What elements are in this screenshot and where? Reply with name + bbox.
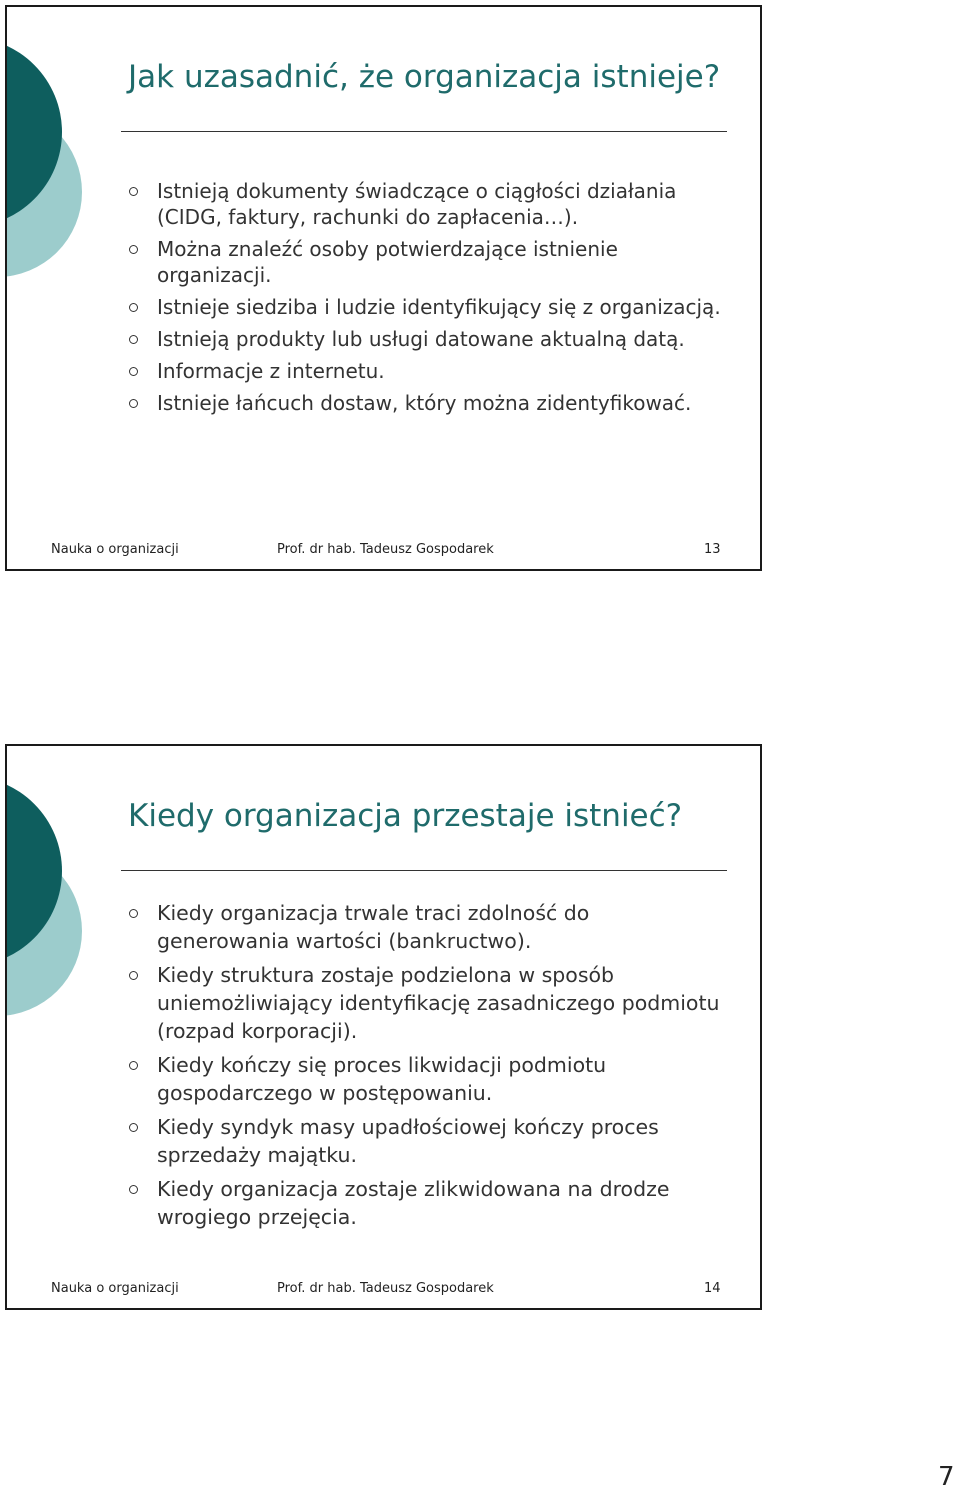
bullet-text: Istnieje łańcuch dostaw, który można zidentyfikować. bbox=[157, 391, 692, 415]
bullet-item bbox=[127, 899, 727, 955]
circle-bullet-icon bbox=[129, 1185, 138, 1194]
footer-author: Prof. dr hab. Tadeusz Gospodarek bbox=[277, 542, 494, 557]
bullet-text: Kiedy organizacja zostaje zlikwidowana na drodze wrogiego przejęcia. bbox=[157, 1177, 670, 1229]
bullet-item bbox=[127, 294, 727, 320]
bullet-item bbox=[127, 1175, 727, 1231]
bullet-item bbox=[127, 961, 727, 1045]
page-number: 7 bbox=[938, 1462, 955, 1492]
footer-course: Nauka o organizacji bbox=[51, 542, 179, 557]
bullet-text: Istnieje siedziba i ludzie identyfikujący się z organizacją. bbox=[157, 295, 721, 319]
circle-bullet-icon bbox=[129, 303, 138, 312]
circle-bullet-icon bbox=[129, 1123, 138, 1132]
bullet-item bbox=[127, 236, 727, 288]
title-divider bbox=[121, 870, 727, 871]
bullet-list bbox=[127, 178, 727, 422]
footer-author: Prof. dr hab. Tadeusz Gospodarek bbox=[277, 1281, 494, 1296]
title-divider bbox=[121, 131, 727, 132]
bullet-item bbox=[127, 178, 727, 230]
circle-bullet-icon bbox=[129, 187, 138, 196]
circle-bullet-icon bbox=[129, 399, 138, 408]
bullet-text: Kiedy struktura zostaje podzielona w sposób uniemożliwiający identyfikację zasadniczego podmiotu (rozpad korporacji). bbox=[157, 963, 720, 1043]
bullet-text: Kiedy organizacja trwale traci zdolność do generowania wartości (bankructwo). bbox=[157, 901, 590, 953]
circle-bullet-icon bbox=[129, 335, 138, 344]
bullet-item bbox=[127, 1051, 727, 1107]
circle-bullet-icon bbox=[129, 909, 138, 918]
slide-decoration bbox=[7, 746, 97, 1046]
circle-bullet-icon bbox=[129, 1061, 138, 1070]
bullet-item bbox=[127, 326, 727, 352]
bullet-item bbox=[127, 358, 727, 384]
circle-bullet-icon bbox=[129, 367, 138, 376]
bullet-text: Kiedy syndyk masy upadłościowej kończy proces sprzedaży majątku. bbox=[157, 1115, 659, 1167]
circle-bullet-icon bbox=[129, 971, 138, 980]
slide-title: Jak uzasadnić, że organizacja istnieje? bbox=[128, 59, 721, 95]
bullet-text: Kiedy kończy się proces likwidacji podmiotu gospodarczego w postępowaniu. bbox=[157, 1053, 607, 1105]
circle-bullet-icon bbox=[129, 245, 138, 254]
footer-slide-number: 14 bbox=[704, 1281, 721, 1296]
footer-course: Nauka o organizacji bbox=[51, 1281, 179, 1296]
bullet-text: Istnieją produkty lub usługi datowane aktualną datą. bbox=[157, 327, 685, 351]
slide-decoration bbox=[7, 7, 97, 307]
slide-14 bbox=[5, 744, 762, 1310]
slide-13 bbox=[5, 5, 762, 571]
bullet-text: Istnieją dokumenty świadczące o ciągłości działania (CIDG, faktury, rachunki do zapłacenia…). bbox=[157, 179, 677, 229]
bullet-item bbox=[127, 1113, 727, 1169]
footer-slide-number: 13 bbox=[704, 542, 721, 557]
slide-title: Kiedy organizacja przestaje istnieć? bbox=[128, 798, 683, 834]
bullet-text: Informacje z internetu. bbox=[157, 359, 385, 383]
bullet-list bbox=[127, 899, 727, 1237]
bullet-text: Można znaleźć osoby potwierdzające istnienie organizacji. bbox=[157, 237, 618, 287]
bullet-item bbox=[127, 390, 727, 416]
